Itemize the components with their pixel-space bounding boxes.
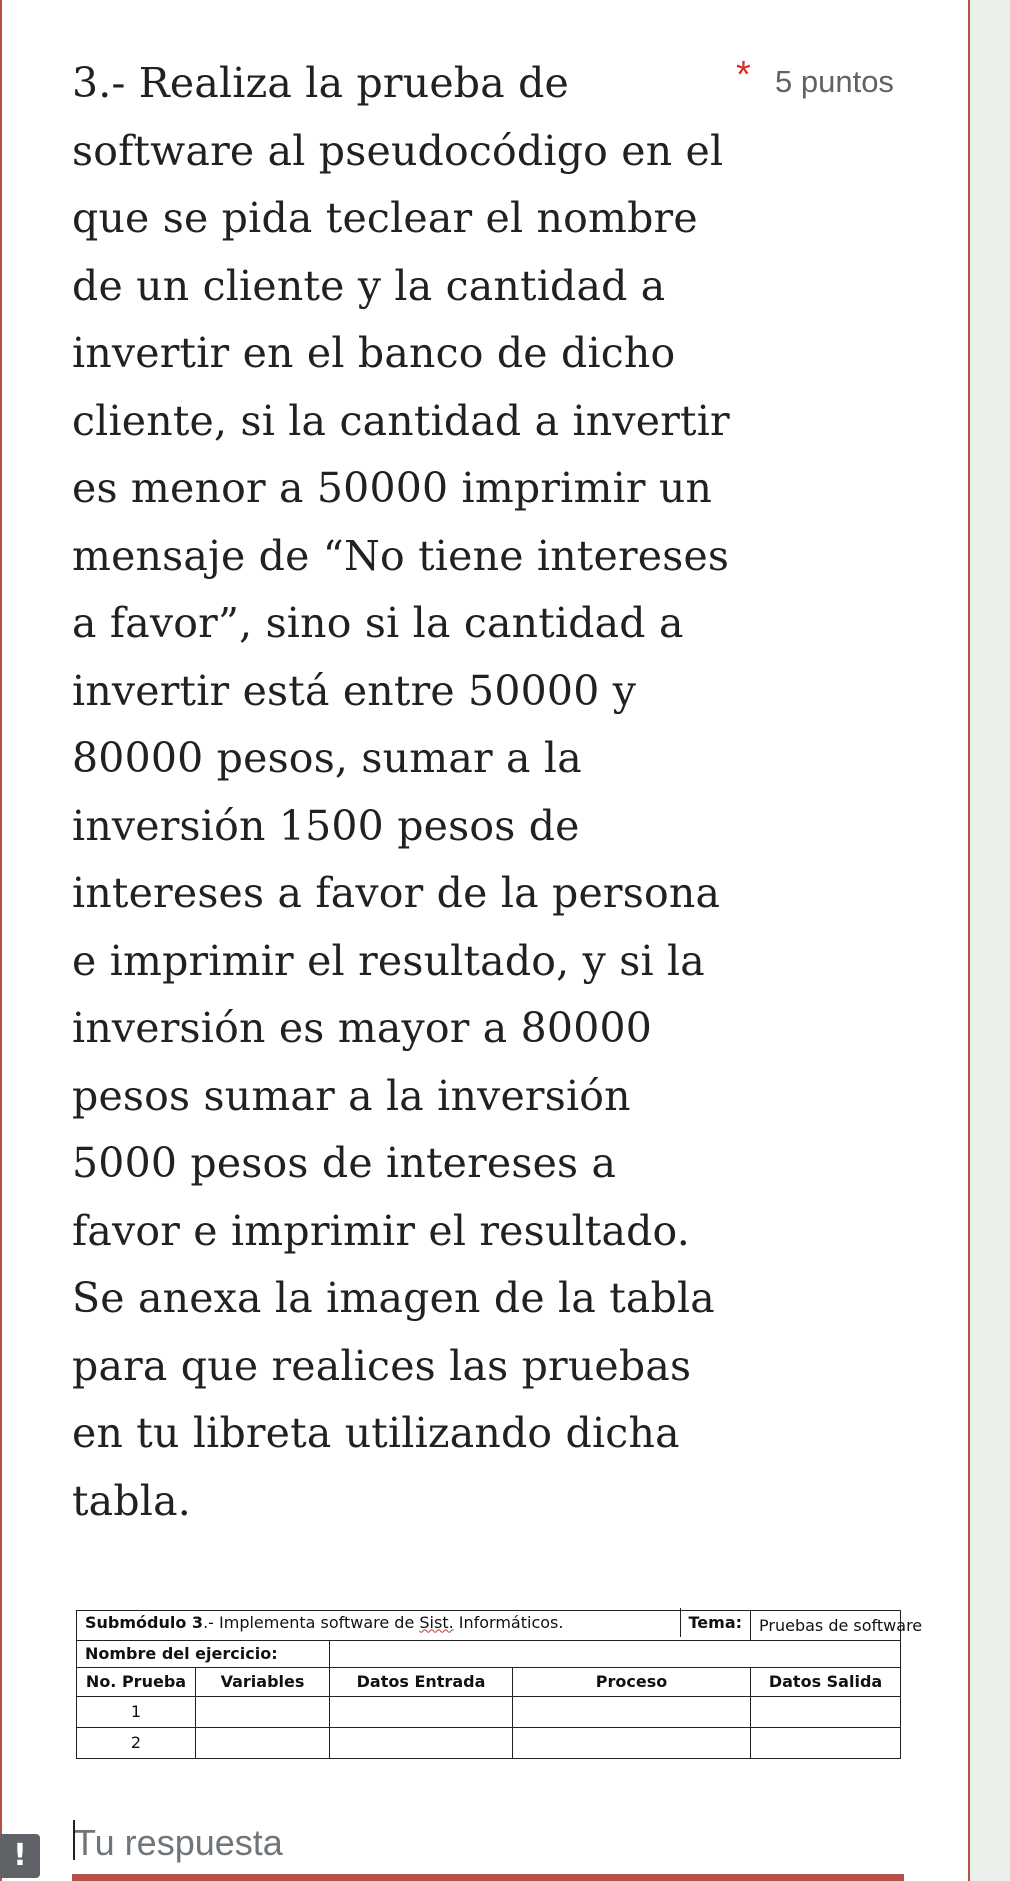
test-table xyxy=(76,1610,923,1759)
points-label: 5 puntos xyxy=(775,64,894,99)
submodulo-tail: Informáticos. xyxy=(453,1612,564,1632)
required-asterisk: * xyxy=(736,54,751,96)
question-title: 3.- Realiza la prueba de software al pseudocódigo en el que se pida teclear el nombre de un cliente y la cantidad a invertir en el banco de dicho cliente, si la cantidad a invertir es menor a 50000 imprimir un mensaje de “No tiene intereses a favor”, sino si la cantidad a invertir está entre 50000 y 80000 pesos, sumar a la inversión 1500 pesos de intereses a favor de la persona e imprimir el resultado, y si la inversión es mayor a 80000 pesos sumar a la inversión 5000 pesos de intereses a favor e imprimir el resultado. Se anexa la imagen de la tabla para que realices las pruebas en tu libreta utilizando dicha tabla. xyxy=(72,59,730,1525)
table-header-row xyxy=(77,1611,901,1641)
table-cell xyxy=(196,1697,330,1728)
tema-value: Pruebas de software xyxy=(751,1611,901,1641)
table-cell xyxy=(751,1728,901,1759)
table-row xyxy=(77,1728,901,1759)
submodulo-squiggle-word: Sist. xyxy=(419,1612,454,1632)
table-cell xyxy=(751,1697,901,1728)
text-cursor xyxy=(73,1820,75,1860)
row-number: 1 xyxy=(77,1697,196,1728)
nombre-value-cell xyxy=(330,1641,901,1668)
attached-table-image xyxy=(76,1610,923,1754)
col-header: Proceso xyxy=(513,1668,751,1697)
col-header: Datos Entrada xyxy=(330,1668,513,1697)
submodulo-label: Submódulo 3 xyxy=(85,1612,204,1632)
col-header: Variables xyxy=(196,1668,330,1697)
warning-icon[interactable]: ! xyxy=(0,1834,40,1878)
col-header: No. Prueba xyxy=(77,1668,196,1697)
submodulo-cell xyxy=(77,1611,751,1641)
table-cell xyxy=(196,1728,330,1759)
row-number: 2 xyxy=(77,1728,196,1759)
table-cell xyxy=(330,1697,513,1728)
table-columns-row xyxy=(77,1668,901,1697)
col-header: Datos Salida xyxy=(751,1668,901,1697)
table-cell xyxy=(513,1728,751,1759)
table-cell xyxy=(513,1697,751,1728)
answer-underline xyxy=(72,1874,904,1881)
table-cell xyxy=(330,1728,513,1759)
answer-input[interactable] xyxy=(72,1818,906,1868)
submodulo-text: .- Implementa software de xyxy=(203,1612,420,1632)
nombre-label: Nombre del ejercicio: xyxy=(77,1641,330,1668)
table-name-row xyxy=(77,1641,901,1668)
tema-label: Tema: xyxy=(680,1608,751,1637)
table-row xyxy=(77,1697,901,1728)
